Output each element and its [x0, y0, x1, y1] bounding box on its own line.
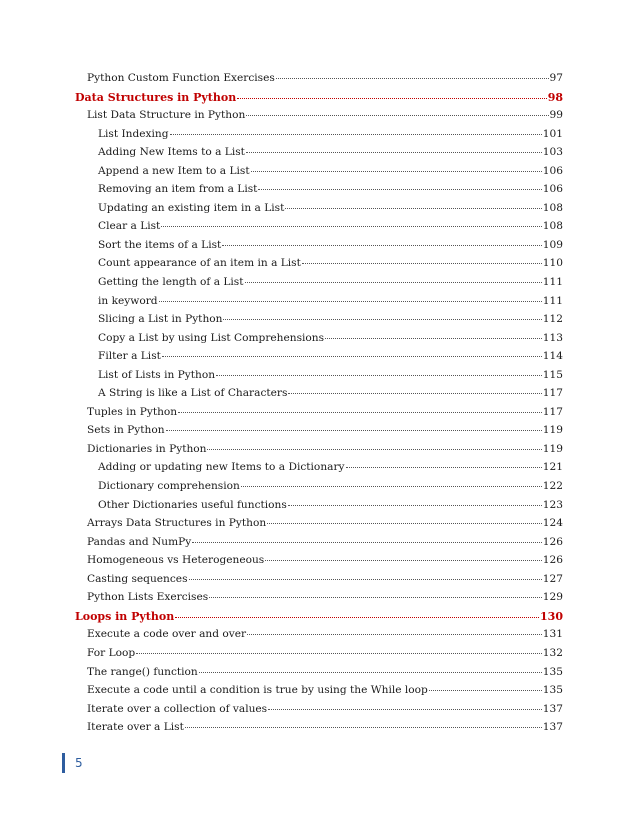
toc-entry-title: Sets in Python — [87, 424, 165, 437]
toc-entry[interactable] — [75, 628, 563, 647]
toc-leader-dots — [170, 134, 542, 135]
toc-leader-dots — [216, 375, 542, 376]
toc-entry[interactable] — [75, 165, 563, 184]
toc-chapter-entry[interactable] — [75, 610, 563, 629]
toc-leader-dots — [185, 727, 542, 728]
toc-entry-title: Tuples in Python — [87, 405, 178, 418]
toc-entry-page: 106 — [542, 183, 563, 196]
toc-entry-title: Dictionary comprehension — [98, 480, 240, 493]
toc-entry-page: 110 — [542, 257, 563, 270]
toc-entry[interactable] — [75, 554, 563, 573]
toc-entry[interactable] — [75, 202, 563, 221]
toc-entry-page: 135 — [542, 665, 563, 678]
toc-entry[interactable] — [75, 480, 563, 499]
toc-entry-title: Other Dictionaries useful functions — [98, 498, 287, 511]
toc-leader-dots — [207, 449, 541, 450]
toc-entry-page: 127 — [542, 572, 563, 585]
toc-entry-page: 109 — [542, 238, 563, 251]
toc-leader-dots — [247, 634, 542, 635]
toc-entry-title: Updating an existing item in a List — [98, 201, 285, 214]
toc-entry-title: Pandas and NumPy — [87, 535, 192, 548]
toc-leader-dots — [265, 560, 542, 561]
toc-entry-title: Python Lists Exercises — [87, 591, 209, 604]
toc-entry[interactable] — [75, 703, 563, 722]
toc-entry-title: List Data Structure in Python — [87, 109, 246, 122]
toc-entry-page: 124 — [542, 517, 563, 530]
toc-entry[interactable] — [75, 183, 563, 202]
toc-entry-page: 108 — [542, 220, 563, 233]
toc-leader-dots — [241, 486, 542, 487]
toc-entry[interactable] — [75, 109, 563, 128]
toc-entry[interactable] — [75, 406, 563, 425]
toc-entry-title: Clear a List — [98, 220, 161, 233]
toc-entry-title: Execute a code over and over — [87, 628, 247, 641]
toc-leader-dots — [267, 523, 542, 524]
toc-entry-page: 132 — [542, 646, 563, 659]
page-number: 5 — [75, 756, 83, 770]
toc-entry[interactable] — [75, 146, 563, 165]
toc-leader-dots — [162, 356, 542, 357]
toc-leader-dots — [276, 78, 549, 79]
toc-entry[interactable] — [75, 443, 563, 462]
toc-entry-page: 126 — [542, 554, 563, 567]
toc-entry-page: 129 — [542, 591, 563, 604]
footer-accent-bar — [62, 753, 65, 773]
toc-entry-title: in keyword — [98, 294, 158, 307]
toc-entry[interactable] — [75, 517, 563, 536]
toc-entry[interactable] — [75, 666, 563, 685]
toc-entry[interactable] — [75, 350, 563, 369]
toc-entry-title: Getting the length of a List — [98, 276, 244, 289]
toc-entry-title: Slicing a List in Python — [98, 313, 223, 326]
toc-chapter-entry[interactable] — [75, 91, 563, 110]
toc-entry-page: 119 — [542, 424, 563, 437]
toc-entry-title: Adding New Items to a List — [98, 146, 245, 159]
toc-leader-dots — [246, 115, 548, 116]
toc-leader-dots — [258, 189, 541, 190]
toc-entry-title: Removing an item from a List — [98, 183, 258, 196]
toc-leader-dots — [161, 226, 541, 227]
toc-entry-page: 108 — [542, 201, 563, 214]
toc-entry-page: 123 — [542, 498, 563, 511]
toc-entry-page: 111 — [542, 276, 563, 289]
toc-leader-dots — [288, 505, 542, 506]
toc-entry[interactable] — [75, 591, 563, 610]
toc-entry[interactable] — [75, 257, 563, 276]
toc-entry[interactable] — [75, 573, 563, 592]
toc-leader-dots — [288, 393, 541, 394]
toc-entry-page: 121 — [542, 461, 563, 474]
toc-entry-page: 119 — [542, 442, 563, 455]
toc-entry[interactable] — [75, 536, 563, 555]
toc-leader-dots — [268, 709, 542, 710]
toc-leader-dots — [346, 467, 542, 468]
toc-entry-title: Loops in Python — [75, 609, 175, 623]
toc-entry-title: List Indexing — [98, 127, 169, 140]
toc-entry[interactable] — [75, 721, 563, 740]
toc-entry-page: 117 — [542, 405, 563, 418]
toc-entry-page: 114 — [542, 350, 563, 363]
toc-leader-dots — [285, 208, 541, 209]
page-footer — [62, 752, 83, 774]
toc-entry-page: 106 — [542, 164, 563, 177]
toc-entry-page: 112 — [542, 313, 563, 326]
toc-entry-title: Copy a List by using List Comprehensions — [98, 331, 325, 344]
toc-entry-title: Data Structures in Python — [75, 90, 237, 104]
toc-entry-title: Execute a code until a condition is true by using the While loop — [87, 684, 428, 697]
toc-entry-title: Adding or updating new Items to a Dictionary — [98, 461, 345, 474]
toc-leader-dots — [166, 430, 542, 431]
toc-leader-dots — [237, 98, 546, 99]
toc-leader-dots — [302, 263, 542, 264]
toc-entry-page: 111 — [542, 294, 563, 307]
toc-entry-page: 135 — [542, 684, 563, 697]
toc-entry-page: 97 — [549, 72, 563, 84]
toc-entry-title: List of Lists in Python — [98, 368, 216, 381]
toc-entry[interactable] — [75, 684, 563, 703]
toc-leader-dots — [251, 171, 542, 172]
toc-entry-title: Count appearance of an item in a List — [98, 257, 301, 270]
toc-entry-title: The range() function — [87, 665, 198, 678]
toc-leader-dots — [175, 617, 539, 618]
toc-leader-dots — [209, 597, 542, 598]
toc-entry-title: Casting sequences — [87, 572, 188, 585]
toc-entry-page: 117 — [542, 387, 563, 400]
toc-leader-dots — [199, 672, 542, 673]
toc-entry-page: 101 — [542, 127, 563, 140]
toc-entry-page: 113 — [542, 331, 563, 344]
toc-entry-title: Python Custom Function Exercises — [87, 72, 275, 84]
toc-entry-title: Arrays Data Structures in Python — [87, 517, 267, 530]
toc-entry-title: Dictionaries in Python — [87, 442, 207, 455]
toc-entry[interactable] — [75, 276, 563, 295]
toc-entry[interactable] — [75, 461, 563, 480]
toc-entry[interactable] — [75, 387, 563, 406]
toc-leader-dots — [223, 319, 541, 320]
toc-entry-page: 137 — [542, 721, 563, 734]
toc-leader-dots — [178, 412, 542, 413]
toc-leader-dots — [325, 338, 542, 339]
table-of-contents — [75, 72, 563, 740]
toc-entry-title: Sort the items of a List — [98, 238, 222, 251]
toc-entry-page: 137 — [542, 702, 563, 715]
toc-leader-dots — [246, 152, 542, 153]
toc-entry-page: 126 — [542, 535, 563, 548]
toc-leader-dots — [245, 282, 542, 283]
toc-entry[interactable] — [75, 313, 563, 332]
toc-entry-title: For Loop — [87, 646, 136, 659]
toc-entry[interactable] — [75, 295, 563, 314]
toc-entry-title: Homogeneous vs Heterogeneous — [87, 554, 265, 567]
toc-entry-title: Iterate over a List — [87, 721, 184, 734]
toc-entry[interactable] — [75, 647, 563, 666]
toc-entry-title: Append a new Item to a List — [98, 164, 250, 177]
toc-entry[interactable] — [75, 239, 563, 258]
toc-leader-dots — [429, 690, 542, 691]
toc-leader-dots — [159, 301, 542, 302]
toc-entry-title: Iterate over a collection of values — [87, 702, 268, 715]
toc-entry[interactable] — [75, 369, 563, 388]
toc-entry-page: 122 — [542, 480, 563, 493]
toc-leader-dots — [192, 542, 542, 543]
toc-entry[interactable] — [75, 128, 563, 147]
toc-entry-page: 103 — [542, 146, 563, 159]
toc-entry-title: A String is like a List of Characters — [98, 387, 288, 400]
toc-entry[interactable] — [75, 220, 563, 239]
toc-entry-page: 98 — [547, 90, 563, 104]
toc-entry[interactable] — [75, 72, 563, 91]
toc-entry-page: 99 — [549, 109, 563, 122]
toc-entry[interactable] — [75, 332, 563, 351]
toc-entry-title: Filter a List — [98, 350, 161, 363]
toc-entry[interactable] — [75, 424, 563, 443]
toc-entry-page: 130 — [540, 609, 563, 623]
toc-leader-dots — [189, 579, 542, 580]
toc-leader-dots — [222, 245, 541, 246]
toc-entry-page: 131 — [542, 628, 563, 641]
toc-entry-page: 115 — [542, 368, 563, 381]
toc-leader-dots — [136, 653, 542, 654]
toc-entry[interactable] — [75, 499, 563, 518]
